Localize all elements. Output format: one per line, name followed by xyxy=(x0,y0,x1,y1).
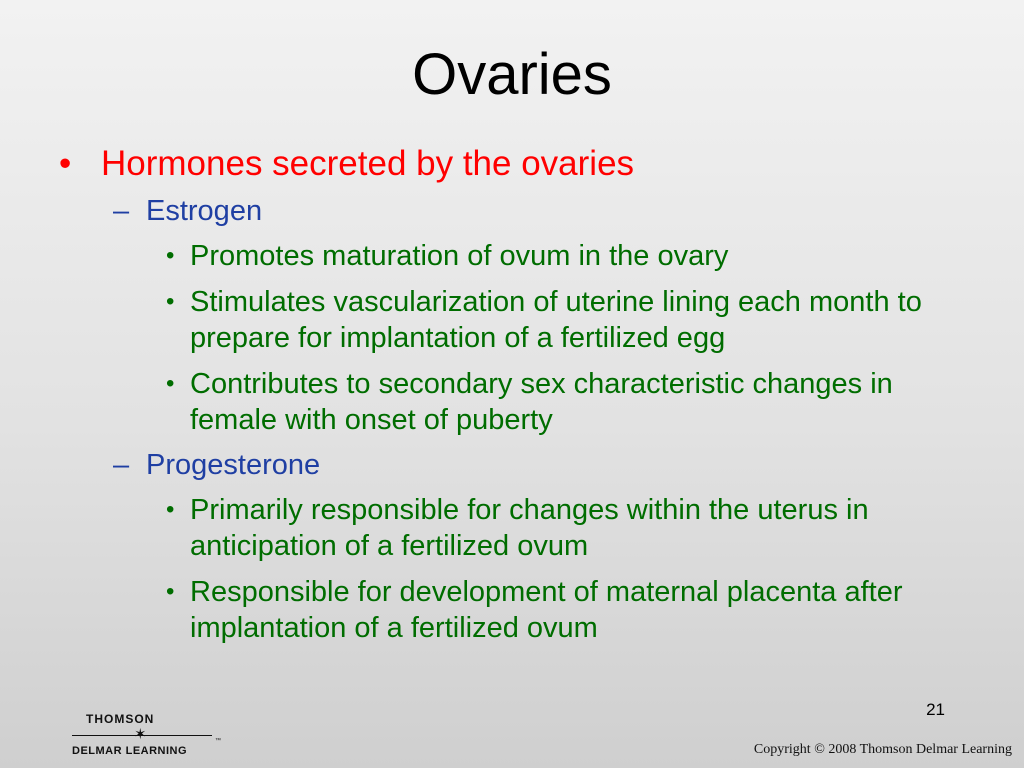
copyright-text: Copyright © 2008 Thomson Delmar Learning xyxy=(753,742,1012,757)
point-item xyxy=(166,366,980,438)
sub-bullet-text: Estrogen xyxy=(146,195,263,227)
bullet-marker: • xyxy=(166,496,175,523)
bullet-marker: • xyxy=(59,144,72,183)
sub-bullet-estrogen xyxy=(113,194,1024,228)
main-bullet xyxy=(59,144,1024,184)
point-text: Promotes maturation of ovum in the ovary xyxy=(190,240,729,272)
star-icon: ✶ xyxy=(134,726,147,743)
point-item xyxy=(166,492,980,564)
point-item xyxy=(166,574,980,646)
page-number: 21 xyxy=(926,700,945,719)
point-text: Stimulates vascularization of uterine lining each month to prepare for implantation of a fertilized egg xyxy=(190,286,922,354)
point-item xyxy=(166,238,980,274)
bullet-marker: • xyxy=(166,242,175,269)
dash-marker: – xyxy=(113,195,130,227)
thomson-delmar-logo xyxy=(66,708,226,758)
sub-bullet-progesterone xyxy=(113,448,1024,482)
point-text: Primarily responsible for changes within the uterus in anticipation of a fertilized ovum xyxy=(190,494,869,562)
logo-bottom-text: DELMAR LEARNING xyxy=(72,745,188,757)
slide-title: Ovaries xyxy=(412,42,612,107)
bullet-marker: • xyxy=(166,370,175,397)
main-bullet-text: Hormones secreted by the ovaries xyxy=(101,144,635,183)
dash-marker: – xyxy=(113,449,130,481)
point-item xyxy=(166,284,980,356)
logo-top-text: THOMSON xyxy=(86,712,155,726)
point-text: Contributes to secondary sex characteristic changes in female with onset of puberty xyxy=(190,368,893,436)
bullet-marker: • xyxy=(166,578,175,605)
point-text: Responsible for development of maternal placenta after implantation of a fertilized ovum xyxy=(190,576,903,644)
trademark-mark: ™ xyxy=(215,738,221,744)
sub-bullet-text: Progesterone xyxy=(146,449,321,481)
bullet-marker: • xyxy=(166,288,175,315)
slide-content xyxy=(0,144,1024,646)
